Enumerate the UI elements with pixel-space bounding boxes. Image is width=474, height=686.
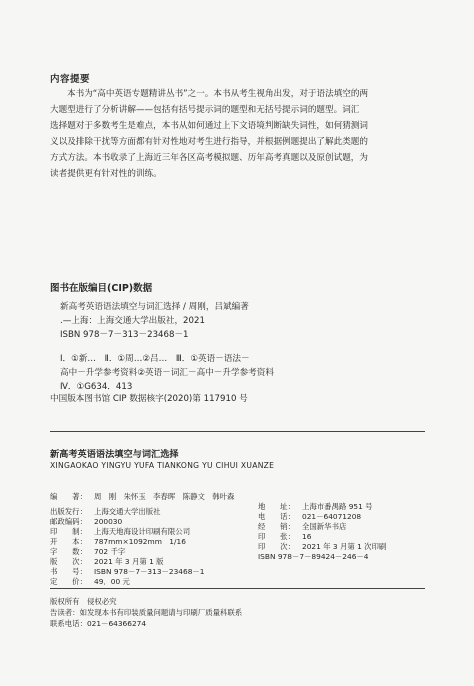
imprint-row-isbn (50, 567, 290, 577)
imprint-row-isbn-2 (258, 552, 428, 562)
imprint-left (50, 492, 290, 587)
imprint-row-printing (258, 542, 428, 552)
imprint-row-edition (50, 557, 290, 567)
imprint-row-distributor (258, 522, 428, 532)
cip-heading: 图书在版编目(CIP)数据 (50, 283, 153, 294)
imprint-row-printer (50, 527, 290, 537)
imprint-label: 印 张： (258, 532, 295, 541)
imprint-label: 经 销： (258, 522, 295, 531)
imprint-row-authors (50, 492, 290, 502)
imprint-value: 16 (302, 532, 312, 541)
divider (50, 588, 425, 589)
imprint-label: 开 本： (50, 537, 87, 546)
copyright-notice (50, 596, 425, 629)
imprint-value: ISBN 978－7－313－23468－1 (94, 567, 205, 576)
imprint-value: 周 刚 朱怀玉 李春晖 陈静文 韩叶森 (94, 492, 235, 501)
imprint-label: 电 话： (258, 512, 295, 521)
abstract-line: 本书为“高中英语专题精讲丛书”之一。本书从考生视角出发，对于语法填空的两 (67, 89, 369, 99)
imprint-value: 787mm×1092mm 1/16 (94, 537, 186, 546)
abstract-line: 读者提供更有针对性的训练。 (50, 169, 162, 179)
imprint-row-format (50, 537, 290, 547)
imprint-row-publisher (50, 507, 290, 517)
imprint-value: 上海市番禺路 951 号 (302, 502, 373, 511)
cip-class-line: 高中－升学参考资料②英语－词汇－高中－升学参考资料 (60, 368, 274, 378)
imprint-label: 字 数： (50, 547, 87, 556)
abstract-line: 方式方法。本书收录了上海近三年各区高考模拟题、历年高考真题以及原创试题，为 (50, 153, 368, 163)
cip-class-line: Ⅰ．①新… Ⅱ．①周…②吕… Ⅲ．①英语－语法－ (60, 354, 250, 364)
book-title-pinyin: XINGAOKAO YINGYU YUFA TIANKONG YU CIHUI XUANZE (50, 461, 275, 470)
imprint-value: 全国新华书店 (302, 522, 347, 531)
imprint-label: 出版发行： (50, 507, 87, 516)
imprint-label: 印 制： (50, 527, 87, 536)
cip-record-line: .—上海：上海交通大学出版社，2021 (60, 316, 205, 326)
imprint-row-address (258, 502, 428, 512)
imprint-label: 地 址： (258, 502, 295, 511)
abstract-line: 大题型进行了分析讲解——包括有括号提示词的题型和无括号提示词的题型。词汇 (50, 105, 360, 115)
abstract-body (50, 86, 422, 182)
imprint-label: 印 次： (258, 542, 295, 551)
copyright-line: 告读者：如发现本书有印装质量问题请与印刷厂质量科联系 (50, 608, 243, 617)
cip-approval-number: 中国版本图书馆 CIP 数据核字(2020)第 117910 号 (50, 394, 248, 404)
book-title: 新高考英语语法填空与词汇选择 (50, 449, 179, 460)
cip-record (60, 300, 420, 394)
imprint-label: 版 次： (50, 557, 87, 566)
imprint-label: 编 著： (50, 492, 87, 501)
abstract-heading: 内容提要 (50, 74, 91, 85)
imprint-value: 021－64071208 (302, 512, 362, 521)
abstract-line: 义以及排除干扰等方面都有针对性地对考生进行指导，并根据例题提出了解此类题的 (50, 137, 368, 147)
imprint-value: 2021 年 3 月第 1 版 (94, 557, 164, 566)
imprint-label: 邮政编码： (50, 517, 87, 526)
imprint-row-phone (258, 512, 428, 522)
imprint-value: 上海交通大学出版社 (94, 507, 161, 516)
imprint-right (258, 502, 428, 562)
imprint-value: 2021 年 3 月第 1 次印刷 (302, 542, 387, 551)
cip-class-line: Ⅳ．①G634．413 (60, 382, 133, 392)
divider (50, 431, 425, 432)
cip-record-line: 新高考英语语法填空与词汇选择 / 周刚，吕斌编著 (60, 302, 249, 312)
copyright-line: 版权所有 侵权必究 (50, 597, 117, 606)
imprint-row-price (50, 577, 290, 587)
cip-record-line: ISBN 978－7－313－23468－1 (60, 330, 189, 340)
copyright-line: 联系电话：021－64366274 (50, 619, 147, 628)
imprint-label: 书 号： (50, 567, 87, 576)
abstract-line: 选择题对于多数考生是难点，本书从如何通过上下文语境判断缺失词性，如何猜测词 (50, 121, 368, 131)
imprint-value: 702 千字 (94, 547, 126, 556)
imprint-value: 49．00 元 (94, 577, 130, 586)
imprint-row-sheets (258, 532, 428, 542)
imprint-row-wordcount (50, 547, 290, 557)
imprint-label: 定 价： (50, 577, 87, 586)
imprint-value: 上海天地海设计印刷有限公司 (94, 527, 191, 536)
imprint-value: 200030 (94, 517, 123, 526)
imprint-row-postcode (50, 517, 290, 527)
imprint-value: ISBN 978－7－89424－246－4 (258, 552, 369, 561)
